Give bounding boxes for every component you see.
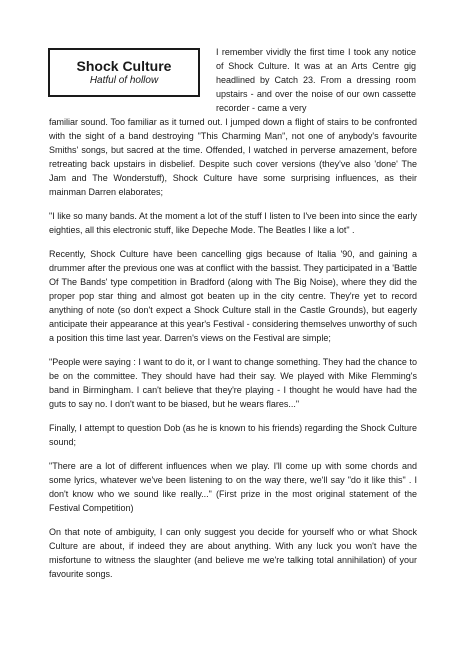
- body-paragraph-2: "I like so many bands. At the moment a lot of the stuff I listen to I've been into since the early eighties, all this electronic stuff, like Depeche Mode. The Beatles I like a lot" .: [49, 211, 417, 235]
- body-paragraph-4: "People were saying : I want to do it, or I want to change something. They had the chance to be on the committee. They should have had their say. We played with Mike Flemming's band in Birmingham. I can't believe that they're playing - I thought he would have had the guts to say no. I don't want to be biased, but he wears flares...": [49, 357, 417, 409]
- body-paragraph-6: "There are a lot of different influences when we play. I'll come up with some chords and some lyrics, whatever we've been listening to on the way there, we'll say "do it like this" . I don't know who we sound like really..." (First prize in the most original statement of the Festival Competition): [49, 461, 417, 513]
- body-paragraph-7: On that note of ambiguity, I can only suggest you decide for yourself who or what Shock Culture are about, if indeed they are about anything. With any luck you won't have the misfortune to witness the slaughter (and believe me we're talking total annihilation) of your favourite songs.: [49, 527, 417, 579]
- intro-paragraph: I remember vividly the first time I took any notice of Shock Culture. It was at an Arts Centre gig headlined by Catch 23. From a dressing room upstairs - and over the noise of our own cassette recorder - came a very: [216, 47, 416, 113]
- article-subtitle: Hatful of hollow: [89, 75, 159, 86]
- title-box: [48, 48, 200, 97]
- body-paragraph-5: Finally, I attempt to question Dob (as he is known to his friends) regarding the Shock Culture sound;: [49, 423, 417, 447]
- body-paragraph-1: familiar sound. Too familiar as it turned out. I jumped down a flight of stairs to be confronted with the sight of a band destroying "This Charming Man", not one of anybody's favourite Smiths' songs, but sacred at the time. Offended, I watched in perverse amazement, before retreating back upstairs in disbelief. Despite such cover versions (they've also 'done' The Jam and The Wonderstuff), Shock Culture have some surprising influences, as their mainman Darren elaborates;: [49, 117, 417, 197]
- article-title: Shock Culture: [76, 58, 172, 74]
- body-paragraph-3: Recently, Shock Culture have been cancelling gigs because of Italia '90, and gaining a drummer after the previous one was at conflict with the bassist. They participated in a 'Battle Of The Bands' type competition in Bradford (along with The Big Noise), where they did the proper pop star thing and almost got beaten up in the city centre. They're yet to record anything of note (so don't expect a Shock Culture stall in the Castle Grounds), but eagerly anticipate their appearance at this year's Festival - considering themselves unworthy of such a position this time last year. Darren's views on the Festival are simple;: [49, 249, 417, 343]
- article-body: [49, 115, 417, 591]
